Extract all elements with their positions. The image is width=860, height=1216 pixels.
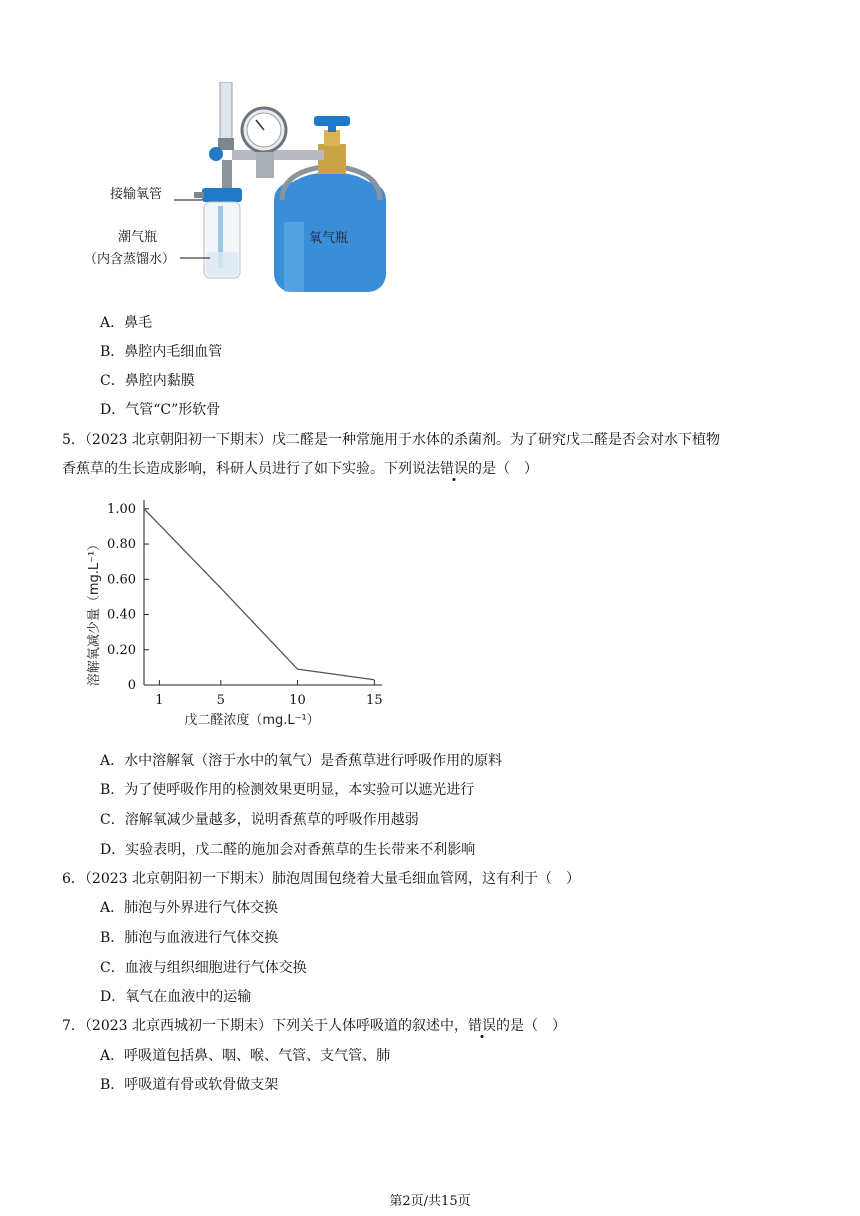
x-tick-label: 5 [216,693,225,708]
tube-label: 接输氧管 [110,187,163,202]
emphasis-wrong: 错误 [440,461,468,477]
series-line [144,509,374,680]
q4-option-b: B．鼻腔内毛细血管 [100,344,223,360]
q6-option-b: B．肺泡与血液进行气体交换 [100,930,279,946]
y-tick-label: 0.40 [107,607,136,623]
x-axis-label: 戊二醛浓度（mg.L⁻¹） [184,713,320,728]
chart-axes [144,500,382,685]
x-tick-label: 10 [289,693,306,708]
q6-option-a: A．肺泡与外界进行气体交换 [100,900,279,916]
q4-option-a: A．鼻毛 [100,315,153,331]
x-tick-label: 15 [366,693,383,708]
humidifier-note-label: （内含蒸馏水） [84,252,176,267]
x-tick-labels [155,693,382,708]
q6-option-c: C．血液与组织细胞进行气体交换 [100,960,307,976]
q5-option-d: D．实验表明，戊二醛的施加会对香蕉草的生长带来不利影响 [100,842,476,858]
q6-option-d: D．氧气在血液中的运输 [100,989,252,1005]
q5-option-c: C．溶解氧减少量越多，说明香蕉草的呼吸作用越弱 [100,812,419,828]
oxygen-cylinder [274,116,386,292]
q5-option-a: A．水中溶解氧（溶于水中的氧气）是香蕉草进行呼吸作用的原料 [100,753,503,769]
humidifier-label: 潮气瓶 [118,230,158,245]
y-tick-label: 0.20 [107,642,136,658]
emphasis-wrong: 错误 [468,1018,496,1034]
q4-option-c: C．鼻腔内黏膜 [100,373,195,389]
q7-stem: 7．（2023 北京西城初一下期末）下列关于人体呼吸道的叙述中，错误的是（ ） [62,1018,566,1034]
q6-stem: 6．（2023 北京朝阳初一下期末）肺泡周围包绕着大量毛细血管网，这有利于（ ） [62,871,580,887]
cylinder-label: 氧气瓶 [309,231,349,246]
y-tick-labels [107,502,136,693]
y-tick-label: 0.60 [107,572,136,588]
page-footer: 第2页/共15页 [389,1194,471,1209]
dissolved-oxygen-chart [82,494,402,734]
x-tick-label: 1 [155,693,164,708]
y-tick-label: 1.00 [107,501,136,517]
y-tick-label: 0.80 [107,537,136,553]
y-tick-label: 0 [127,678,136,693]
y-axis-label: 溶解氧减少量（mg.L⁻¹） [87,537,102,687]
humidifier-bottle [194,188,242,278]
q7-option-b: B．呼吸道有骨或软骨做支架 [100,1077,279,1093]
q4-option-d: D．气管“C”形软骨 [100,402,221,418]
q7-option-a: A．呼吸道包括鼻、咽、喉、气管、支气管、肺 [100,1048,391,1064]
q5-option-b: B．为了使呼吸作用的检测效果更明显，本实验可以遮光进行 [100,782,475,798]
q5-stem-line2: 香蕉草的生长造成影响，科研人员进行了如下实验。下列说法错误的是（ ） [62,461,538,477]
q5-stem-line1: 5．（2023 北京朝阳初一下期末）戊二醛是一种常施用于水体的杀菌剂。为了研究戊二醛是否会对水下植物 [62,432,720,448]
